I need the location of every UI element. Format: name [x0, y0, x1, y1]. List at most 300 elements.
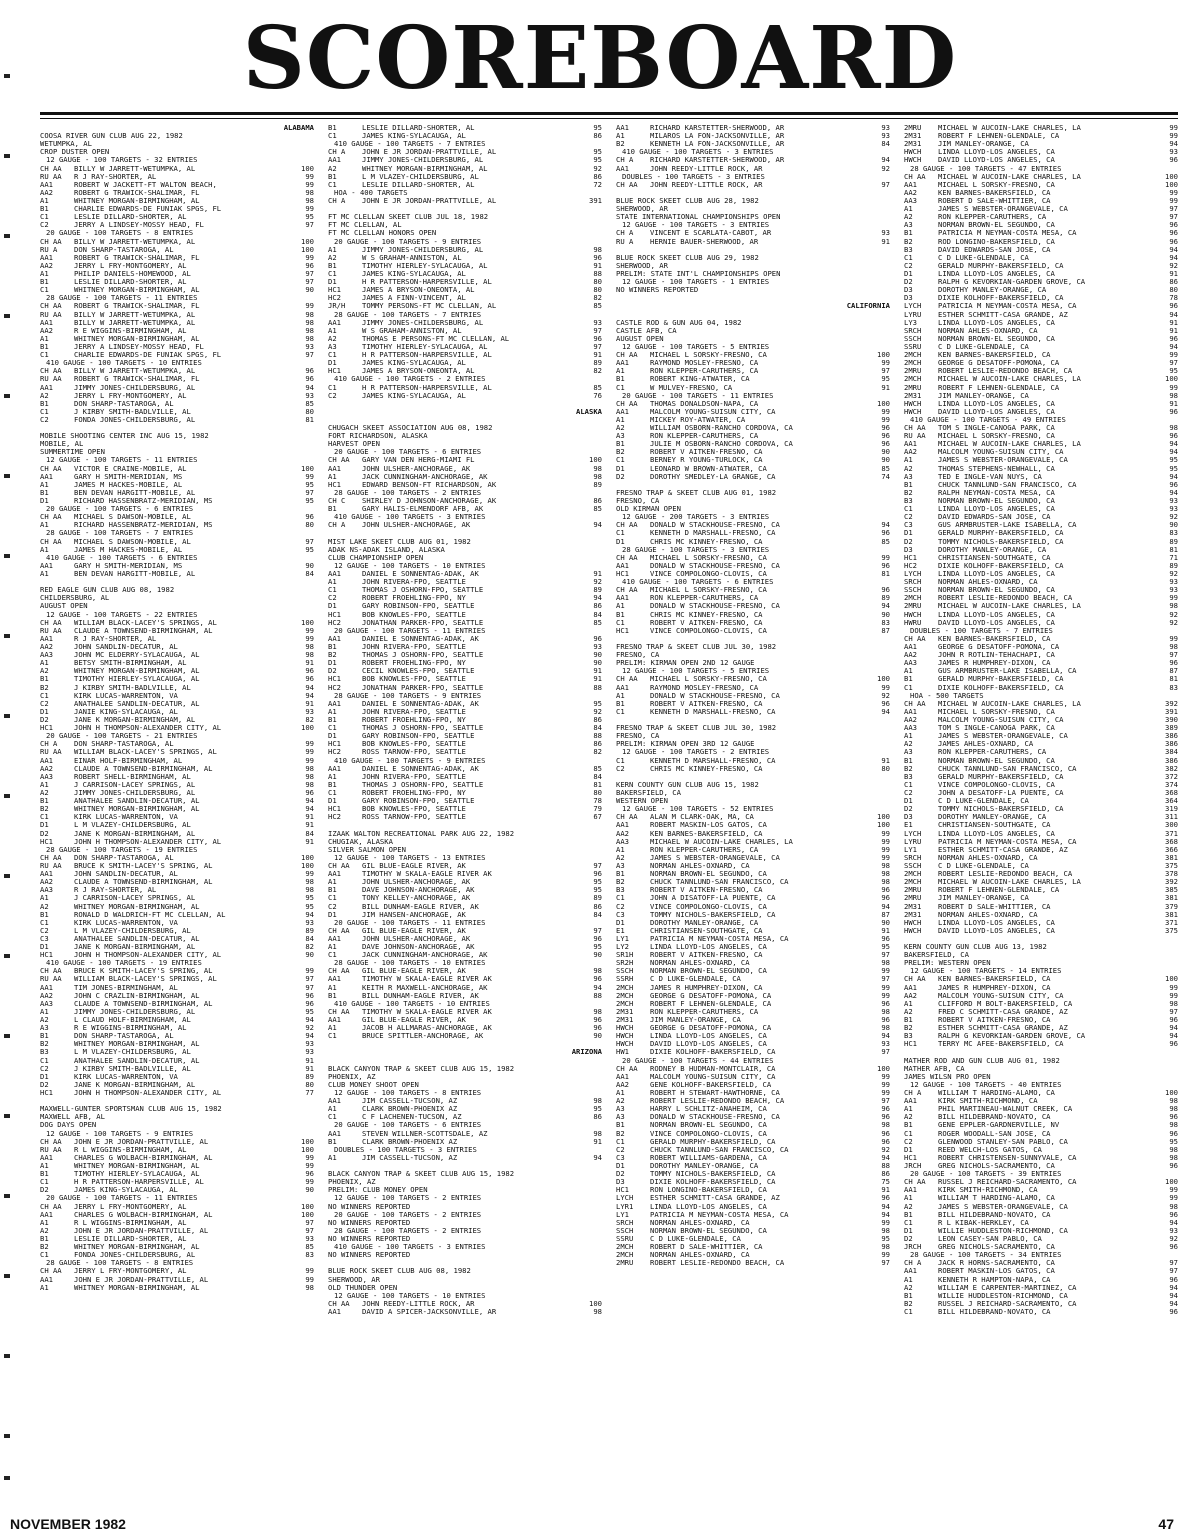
result-row [328, 1113, 602, 1121]
class-code: A1 [40, 521, 49, 530]
result-row [616, 943, 890, 951]
shooter-name: GUS ARMBRUSTER-LAKE ISABELLA, CA [938, 521, 1077, 530]
result-row [328, 765, 602, 773]
spacer [328, 1259, 602, 1267]
class-code: CH A [328, 148, 346, 157]
club-info-line [616, 319, 890, 327]
score: 94 [305, 1031, 314, 1041]
score: 96 [881, 423, 890, 433]
margin-mark [4, 714, 10, 718]
result-row [328, 659, 602, 667]
score: 98 [305, 187, 314, 197]
event-heading [328, 692, 602, 700]
class-code: B1 [328, 715, 337, 724]
class-code: C2 [616, 902, 625, 911]
score: 89 [593, 479, 602, 489]
class-code: AA1 [904, 440, 917, 449]
spacer [40, 424, 314, 432]
result-row [40, 821, 314, 829]
line-text: 410 GAUGE - 100 TARGETS - 49 ENTRIES [910, 415, 1066, 424]
score: 96 [1169, 220, 1178, 230]
line-text: 28 GAUGE - 100 TARGETS - 7 ENTRIES [46, 529, 194, 538]
shooter-name: JAMES R HUMPHREY-DIXON, CA [938, 983, 1051, 992]
score: 100 [877, 674, 890, 684]
shooter-name: JOHN RIVERA-FPO, SEATTLE [362, 578, 466, 587]
spacer [616, 773, 890, 781]
club-info-line [616, 262, 890, 270]
result-row [904, 262, 1178, 270]
class-code: CH AA [328, 1007, 350, 1016]
shooter-name: JERRY A LINDSEY-MOSSY HEAD, FL [74, 221, 204, 230]
shooter-name: J CARRISON-LACEY SPRINGS, AL [74, 894, 196, 903]
shooter-name: RON KLEPPER-CARUTHERS, CA [650, 594, 759, 603]
shooter-name: WHITNEY MORGAN-BIRMINGHAM, AL [74, 1283, 200, 1292]
score: 98 [593, 244, 602, 254]
shooter-name: KENNETH D MARSHALL-FRESNO, CA [650, 756, 776, 765]
result-row [904, 497, 1178, 505]
class-code: A1 [328, 1105, 337, 1114]
shooter-name: RON KLEPPER-CARUTHERS, CA [650, 367, 759, 376]
shooter-name: W S GRAHAM-ANNISTON, AL [362, 253, 462, 262]
result-row [904, 838, 1178, 846]
result-row [904, 538, 1178, 546]
shooter-name: JERRY L FRY-MONTGOMERY, AL [74, 1267, 187, 1276]
result-row [904, 1194, 1178, 1202]
result-row [904, 659, 1178, 667]
score: 97 [881, 974, 890, 984]
line-text: 28 GAUGE - 100 TARGETS - 2 ENTRIES [334, 1226, 482, 1235]
result-row [616, 1138, 890, 1146]
line-text: CLUB CHAMPIONSHIP OPEN [328, 553, 424, 562]
score: 85 [305, 398, 314, 408]
shooter-name: FRED C SCHMITT-CASA GRANDE, AZ [938, 1007, 1068, 1016]
line-text: SUMMERTIME OPEN [40, 448, 105, 457]
result-row [40, 221, 314, 229]
class-code: CH AA [616, 1064, 638, 1073]
shooter-name: WILLIAM T HARDING-ALAMO, CA [938, 1089, 1055, 1098]
result-row [904, 440, 1178, 448]
shooter-name: BILL HILDEBRAND-NOVATO, CA [938, 1113, 1051, 1122]
score: 96 [881, 1112, 890, 1122]
score: 80 [593, 277, 602, 287]
class-code: A3 [616, 861, 625, 870]
class-code: SR2H [616, 959, 634, 968]
result-row [40, 700, 314, 708]
result-row [904, 294, 1178, 302]
result-row [40, 675, 314, 683]
shooter-name: DONALD W STACKHOUSE-FRESNO, CA [650, 602, 780, 611]
class-code: HWCH [904, 610, 922, 619]
class-code: AA3 [40, 886, 53, 895]
class-code: A2 [616, 424, 625, 433]
class-code: A1 [40, 659, 49, 668]
result-row [904, 254, 1178, 262]
class-code: SSCH [904, 861, 922, 870]
class-code: A1 [40, 334, 49, 343]
class-code: AA2 [904, 715, 917, 724]
shooter-name: DAVID EDWARDS-SAN JOSE, CA [938, 513, 1051, 522]
class-code: A1 [904, 456, 913, 465]
result-row [616, 367, 890, 375]
class-code: A1 [40, 196, 49, 205]
class-code: D3 [904, 286, 913, 295]
shooter-name: MALCOLM YOUNG-SUISUN CITY, CA [650, 407, 776, 416]
class-code: LYRU [904, 837, 922, 846]
club-info-line [904, 1057, 1178, 1065]
event-heading [328, 1211, 602, 1219]
result-row [904, 375, 1178, 383]
result-row [328, 1105, 602, 1113]
shooter-name: THOMAS J OSHORN-FPO, SEATTLE [362, 586, 484, 595]
score: 98 [881, 1225, 890, 1235]
score: 72 [593, 179, 602, 189]
club-info-line [616, 270, 890, 278]
result-row [616, 919, 890, 927]
score: 94 [1169, 252, 1178, 262]
score: 98 [305, 650, 314, 660]
result-row [40, 473, 314, 481]
class-code: HC2 [328, 618, 341, 627]
score: 91 [881, 236, 890, 246]
score: 67 [593, 812, 602, 822]
class-code: JRCH [904, 1243, 922, 1252]
line-text: FRESNO TRAP & SKEET CLUB JUL 30, 1982 [616, 724, 777, 733]
class-code: 2MCH [904, 870, 922, 879]
score: 392 [1165, 877, 1178, 887]
result-row [616, 992, 890, 1000]
class-code: B1 [904, 1016, 913, 1025]
shooter-name: ROBERT D SALE-WHITTIER, CA [650, 1243, 763, 1252]
score: 90 [593, 650, 602, 660]
shooter-name: C D LUKE-GLENDALE, CA [650, 975, 741, 984]
result-row [616, 132, 890, 140]
class-code: AA2 [904, 651, 917, 660]
result-row [616, 821, 890, 829]
class-code: C1 [328, 724, 337, 733]
score: 91 [593, 350, 602, 360]
club-info-line [328, 1219, 602, 1227]
result-row [328, 278, 602, 286]
class-code: B2 [40, 1243, 49, 1252]
score: 94 [1169, 1031, 1178, 1041]
score: 86 [593, 601, 602, 611]
result-row [904, 667, 1178, 675]
shooter-name: KEN BARNES-BAKERSFIELD, CA [938, 975, 1051, 984]
shooter-name: JOHN E JR JORDAN-PRATTVILLE, AL [362, 196, 497, 205]
line-text: 12 GAUGE - 100 TARGETS - 2 ENTRIES [622, 748, 770, 757]
score: 93 [881, 228, 890, 238]
result-row [616, 156, 890, 164]
score: 88 [593, 268, 602, 278]
class-code: A2 [904, 1283, 913, 1292]
score: 93 [1169, 585, 1178, 595]
margin-mark [4, 394, 10, 398]
result-row [904, 205, 1178, 213]
result-row [904, 708, 1178, 716]
results-column-1 [40, 124, 314, 1514]
class-code: D2 [40, 715, 49, 724]
class-code: HWRU [904, 618, 922, 627]
class-code: CH A [328, 521, 346, 530]
score: 87 [881, 625, 890, 635]
line-text: 12 GAUGE - 100 TARGETS - 22 ENTRIES [46, 610, 198, 619]
result-row [40, 667, 314, 675]
shooter-name: CHRISTIANSEN-SOUTHGATE, CA [650, 926, 763, 935]
shooter-name: PHILIP DANIELS-HOMEWOOD, AL [74, 269, 191, 278]
class-code: AA1 [40, 983, 53, 992]
class-code: B2 [328, 651, 337, 660]
class-code: D3 [904, 813, 913, 822]
event-heading [616, 805, 890, 813]
score: 100 [589, 455, 602, 465]
result-row [616, 359, 890, 367]
margin-mark [4, 314, 10, 318]
class-code: A2 [40, 788, 49, 797]
score: 98 [593, 463, 602, 473]
result-row [40, 1008, 314, 1016]
class-code: CH AA [40, 853, 62, 862]
state-heading [328, 1048, 602, 1056]
result-row [328, 481, 602, 489]
score: 392 [1165, 698, 1178, 708]
shooter-name: NORMAN BROWN-EL SEGUNDO, CA [650, 1226, 767, 1235]
class-code: A1 [904, 732, 913, 741]
result-row [328, 797, 602, 805]
line-text: 12 GAUGE - 100 TARGETS - 2 ENTRIES [334, 1194, 482, 1203]
shooter-name: HARRY L SCHLITZ-ANAHEIM, CA [650, 1105, 767, 1114]
score: 91 [881, 925, 890, 935]
score: 100 [1165, 171, 1178, 181]
result-row [328, 886, 602, 894]
score: 99 [305, 755, 314, 765]
class-code: B1 [616, 1121, 625, 1130]
shooter-name: L M VLAZEY-CHILDERSBURG, AL [74, 821, 191, 830]
score: 98 [1169, 390, 1178, 400]
club-info-line [40, 586, 314, 594]
class-code: 2MCH [904, 594, 922, 603]
score: 381 [1165, 893, 1178, 903]
line-text: WESTERN OPEN [616, 797, 668, 806]
shooter-name: RICHARD HASSENBRATZ-MERIDIAN, MS [74, 521, 213, 530]
event-heading [328, 1243, 602, 1251]
score: 81 [593, 779, 602, 789]
shooter-name: PATRICIA M NEYMAN-COSTA MESA, CA [650, 934, 789, 943]
score: 99 [881, 852, 890, 862]
class-code: AA2 [40, 764, 53, 773]
shooter-name: DOROTHY MANLEY-ORANGE, CA [650, 1162, 759, 1170]
club-info-line [328, 846, 602, 854]
result-row [328, 651, 602, 659]
result-row [328, 781, 602, 789]
line-text: JAMES WILSN PRO OPEN [904, 1072, 991, 1081]
class-code: C1 [40, 351, 49, 360]
result-row [40, 1178, 314, 1186]
class-code: CH AA [904, 172, 926, 181]
result-row [328, 327, 602, 335]
score: 93 [881, 124, 890, 132]
shooter-name: JULIE M OSBORN-RANCHO CORDOVA, CA [650, 440, 793, 449]
result-row [40, 1000, 314, 1008]
shooter-name: BILLY W JARRETT-WETUMPKA, AL [74, 237, 196, 246]
score: 97 [1169, 1266, 1178, 1276]
shooter-name: GLENWOOD STANLEY-SAN PABLO, CA [938, 1137, 1068, 1146]
results-column-2 [328, 124, 602, 1514]
shooter-name: ROBERT F LEHNEN-GLENDALE, CA [938, 383, 1060, 392]
result-row [328, 586, 602, 594]
event-heading [616, 343, 890, 351]
score: 99 [1169, 124, 1178, 132]
result-row [40, 627, 314, 635]
line-text: 12 GAUGE - 100 TARGETS - 11 ENTRIES [46, 456, 198, 465]
result-row [616, 594, 890, 602]
shooter-name: JANE K MORGAN-BIRMINGHAM, AL [74, 715, 196, 724]
shooter-name: NORMAN BROWN-EL SEGUNDO, CA [938, 756, 1055, 765]
result-row [904, 1186, 1178, 1194]
class-code: LYCH [616, 1194, 634, 1203]
class-code: RU AA [904, 432, 926, 441]
score: 98 [305, 779, 314, 789]
class-code: C2 [40, 699, 49, 708]
result-row [40, 919, 314, 927]
shooter-name: PATRICIA M NEYMAN-COSTA MESA, CA [938, 302, 1077, 311]
score: 99 [881, 358, 890, 368]
shooter-name: MICHAEL L SORSKY-FRESNO, CA [650, 553, 767, 562]
class-code: SRCH [616, 1218, 634, 1227]
shooter-name: DONALD W STACKHOUSE-FRESNO, CA [650, 561, 780, 570]
shooter-name: KIRK LUCAS-WARRENTON, VA [74, 918, 178, 927]
score: 98 [305, 1282, 314, 1292]
club-info-line [616, 254, 890, 262]
shooter-name: NORMAN BROWN-EL SEGUNDO, CA [650, 1121, 767, 1130]
club-info-line [616, 789, 890, 797]
class-code: B1 [904, 1210, 913, 1219]
class-code: AA1 [328, 634, 341, 643]
shooter-name: THOMAS DONALDSON-NAPA, CA [650, 399, 759, 408]
score: 86 [593, 1112, 602, 1122]
result-row [328, 246, 602, 254]
shooter-name: ROBERT D SALE-WHITTIER, CA [938, 902, 1051, 911]
class-code: A2 [328, 164, 337, 173]
score: 78 [1169, 293, 1178, 303]
score: 95 [305, 544, 314, 554]
class-code: D1 [904, 269, 913, 278]
class-code: B1 [328, 172, 337, 181]
line-text [328, 205, 602, 213]
shooter-name: TIMOTHY HIERLEY-SYLACAUGA, AL [362, 261, 488, 270]
club-info-line [616, 505, 890, 513]
score: 97 [881, 1096, 890, 1106]
result-row [328, 992, 602, 1000]
shooter-name: DIXIE KOLHOFF-BAKERSFIELD, CA [938, 561, 1064, 570]
line-text: 28 GAUGE - 100 TARGETS - 34 ENTRIES [910, 1251, 1062, 1260]
score: 99 [1169, 633, 1178, 643]
shooter-name: MICHAEL L SORSKY-FRESNO, CA [650, 586, 767, 595]
result-row [904, 1284, 1178, 1292]
shooter-name: EDWARD BENSON-FT RICHARDSON, AK [362, 480, 497, 489]
class-code: C1 [40, 813, 49, 822]
class-code: HWCH [904, 918, 922, 927]
shooter-name: JOHN RIVERA-FPO, SEATTLE [362, 772, 466, 781]
club-info-line [328, 221, 602, 229]
score: 95 [1169, 463, 1178, 473]
shooter-name: VINCE COMPOLONGO-CLOVIS, CA [650, 1129, 767, 1138]
line-text: PRELIM: KIRMAN OPEN 2ND 12 GAUGE [616, 659, 755, 668]
score: 93 [1169, 504, 1178, 514]
score: 94 [881, 901, 890, 911]
line-text: 12 GAUGE - 100 TARGETS - 10 ENTRIES [334, 1291, 486, 1300]
result-row [904, 132, 1178, 140]
shooter-name: GERALD MURPHY-BAKERSFIELD, CA [938, 261, 1064, 270]
result-row [328, 335, 602, 343]
class-code: SSCH [904, 334, 922, 343]
class-code: CH AA [616, 180, 638, 189]
result-row [328, 1024, 602, 1032]
shooter-name: ROBERT LESLIE-REDONDO BEACH, CA [650, 1097, 785, 1106]
score: 99 [881, 406, 890, 416]
score: 94 [593, 593, 602, 603]
shooter-name: W MULVEY-FRESNO, CA [650, 383, 733, 392]
event-heading [904, 692, 1178, 700]
result-row [328, 740, 602, 748]
shooter-name: WILLIAM OSBORN-RANCHO CORDOVA, CA [650, 424, 793, 433]
class-code: HC2 [328, 748, 341, 757]
shooter-name: ROBERT MASKIN-LOS GATOS, CA [650, 821, 767, 830]
class-code: CH AA [40, 164, 62, 173]
class-code: AA1 [328, 318, 341, 327]
spacer [328, 1162, 602, 1170]
shooter-name: DOROTHY MANLEY-ORANGE, CA [650, 918, 759, 927]
class-code: CH AA [616, 553, 638, 562]
shooter-name: ESTHER SCHMITT-CASA GRANDE, AZ [938, 310, 1068, 319]
result-row [328, 894, 602, 902]
score: 98 [881, 958, 890, 968]
score: 91 [881, 755, 890, 765]
score: 97 [305, 268, 314, 278]
shooter-name: KEN BARNES-BAKERSFIELD, CA [938, 634, 1051, 643]
shooter-name: JOHN ULSHER-ANCHORAGE, AK [362, 464, 471, 473]
line-text: CASTLE AFB, CA [616, 326, 677, 335]
shooter-name: NORMAN AHLES-OXNARD, CA [650, 1218, 750, 1227]
result-row [904, 546, 1178, 554]
class-code: AA3 [40, 651, 53, 660]
score: 99 [881, 982, 890, 992]
results-columns [40, 124, 1178, 1514]
class-code: AA1 [616, 821, 629, 830]
result-row [40, 497, 314, 505]
shooter-name: BRUCE K SMITH-LACEY'S SPRING, AL [74, 967, 213, 976]
line-text: FT MC CLELLAN SKEET CLUB JUL 18, 1982 [328, 213, 489, 222]
score: 87 [881, 909, 890, 919]
line-text: FORT RICHARDSON, ALASKA [328, 432, 428, 441]
class-code: A1 [328, 326, 337, 335]
result-row [328, 1300, 602, 1308]
score: 90 [305, 285, 314, 295]
shooter-name: PATRICIA M NEYMAN-COSTA MESA, CA [938, 229, 1077, 238]
result-row [904, 456, 1178, 464]
line-text: 20 GAUGE - 100 TARGETS - 21 ENTRIES [46, 732, 198, 741]
result-row [904, 327, 1178, 335]
result-row [904, 911, 1178, 919]
event-heading [328, 854, 602, 862]
class-code: D3 [904, 294, 913, 303]
shooter-name: J KIRBY SMITH-BADLVILLE, AL [74, 1064, 191, 1073]
score: 99 [1169, 195, 1178, 205]
result-row [616, 911, 890, 919]
score: 99 [305, 747, 314, 757]
shooter-name: CHRIS MC KINNEY-FRESNO, CA [650, 537, 763, 546]
result-row [904, 270, 1178, 278]
score: 97 [1169, 1258, 1178, 1268]
